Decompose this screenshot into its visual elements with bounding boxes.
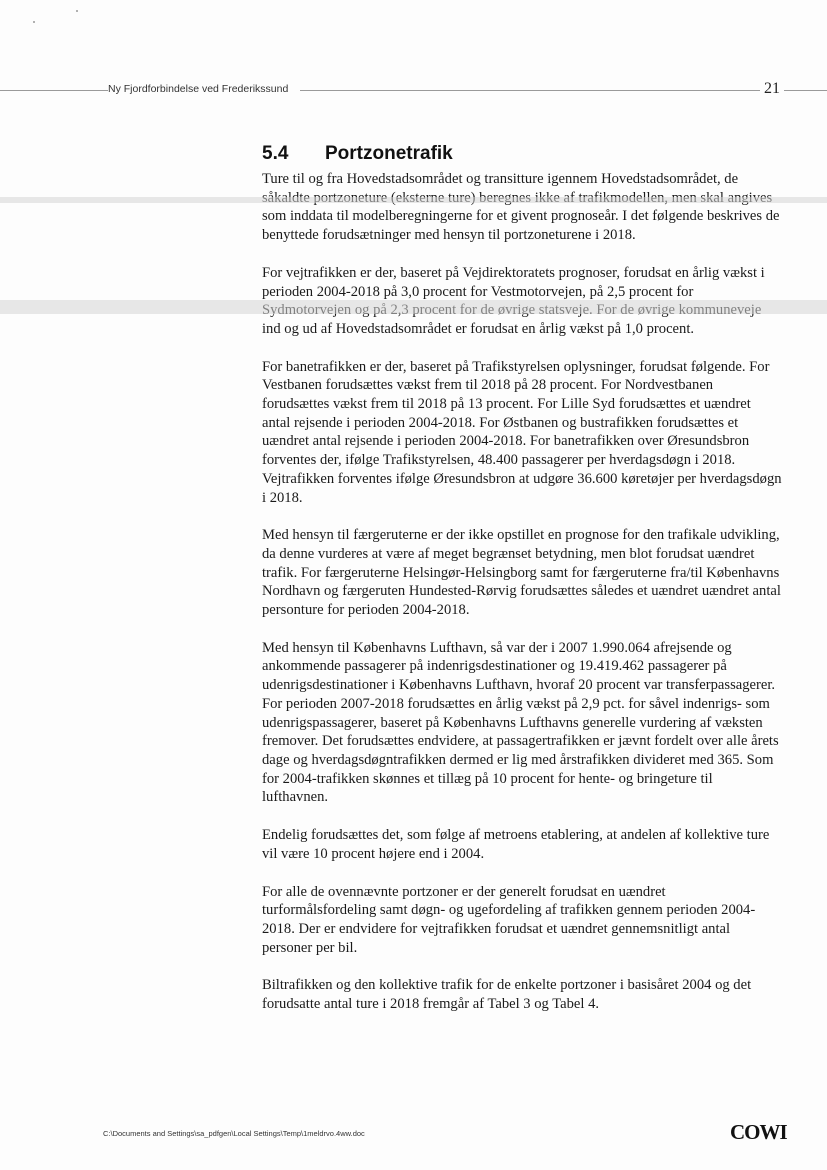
section-heading (262, 143, 453, 165)
paragraph: For vejtrafikken er der, baseret på Vejdirektoratets prognoser, forudsat en årlig vækst i perioden 2004-2018 på 3,0 procent for Vestmotorvejen, på 2,5 procent for ind og ud af Hovedstadsområdet er forudsat en årlig vækst på 1,0 procent. (262, 264, 765, 337)
paragraph: For alle de ovennævnte portzoner er der generelt forudsat en uændret turformålsfordeling samt døgn- og ugefordeling af trafikken gennem perioden 2004-2018. Der er endvidere for vejtrafikken forudsat et uændret gennemsnitligt antal personer per bil. (262, 883, 756, 956)
page-number: 21 (760, 80, 784, 98)
paragraph: Biltrafikken og den kollektive trafik for de enkelte portzoner i basisåret 2004 og det forudsatte antal ture i 2018 fremgår af Tabel 3 og Tabel 4. (262, 977, 752, 1013)
paragraph: Med hensyn til Københavns Lufthavn, så var der i 2007 1.990.064 afrejsende og ankommende passagerer på indenrigsdestinationer og 19.419.462 passagerer på udenrigsdestinationer i Københavns Lufthavn, hvoraf 20 procent var transferpassagerer. For perioden 2007-2018 forudsættes en årlig vækst på 2,9 pct. for såvel indenrigs- som udenrigspassagerer, baseret på Københavns Lufthavns generelle vurdering af væksten fremover. Det forudsættes endvidere, at passagertrafikken er jævnt fordelt over alle årets dage og hverdagsdøgntrafikken dermed er lig med årstrafikken divideret med 365. Som for 2004-trafikken skønnes et tillæg på 10 procent for hente- og bringeture til lufthavnen. (262, 639, 779, 806)
footer-file-path: C:\Documents and Settings\sa_pdfgen\Local Settings\Temp\1meldrvo.4ww.doc (103, 1129, 365, 1138)
scan-speck (33, 21, 35, 23)
scan-artifact-streak (0, 197, 827, 203)
running-header-title: Ny Fjordforbindelse ved Frederikssund (108, 83, 292, 95)
paragraph: For banetrafikken er der, baseret på Trafikstyrelsen oplysninger, forudsat følgende. For Vestbanen forudsættes vækst frem til 2018 på 28 procent. For Nordvestbanen forudsættes vækst frem til 2018 på 13 procent. For Lille Syd forudsættes et uændret antal rejsende i perioden 2004-2018. For Østbanen og bustrafikken forudsættes et uændret antal rejsende i perioden 2004-2018. For banetrafikken over Øresundsbron forventes der, ifølge Trafikstyrelsen, 48.400 passagerer per hverdagsdøgn i 2018. Vejtrafikken forventes ifølge Øresundsbron at udgøre 36.600 køretøjer per hverdagsdøgn i 2018. (262, 358, 782, 506)
header-rule-left (0, 90, 110, 91)
paragraph: Ture til og fra Hovedstadsområdet og transitture igennem Hovedstadsområdet, de som inddata til modelberegningerne for et givent prognoseår. I det følgende beskrives de benyttede forudsætninger med hensyn til portzoneturene i 2018. (262, 171, 780, 244)
paragraph: Endelig forudsættes det, som følge af metroens etablering, at andelen af kollektive ture vil være 10 procent højere end i 2004. (262, 827, 770, 862)
scan-artifact-streak (0, 300, 827, 314)
paragraph: Med hensyn til færgeruterne er der ikke opstillet en prognose for den trafikale udvikling, da denne vurderes at være af meget begrænset betydning, men blot forudsat uændret trafik. For færgeruterne Helsingør-Helsingborg samt for færgeruterne fra/til Københavns Nordhavn og færgeruten Hundested-Rørvig forudsættes således et uændret uændret antal personture for perioden 2004-2018. (262, 527, 781, 619)
section-title: Portzonetrafik (325, 143, 453, 164)
scan-speck (76, 10, 78, 12)
header-rule-right (300, 90, 827, 91)
cowi-logo: COWI (730, 1120, 787, 1144)
section-number: 5.4 (262, 143, 289, 164)
